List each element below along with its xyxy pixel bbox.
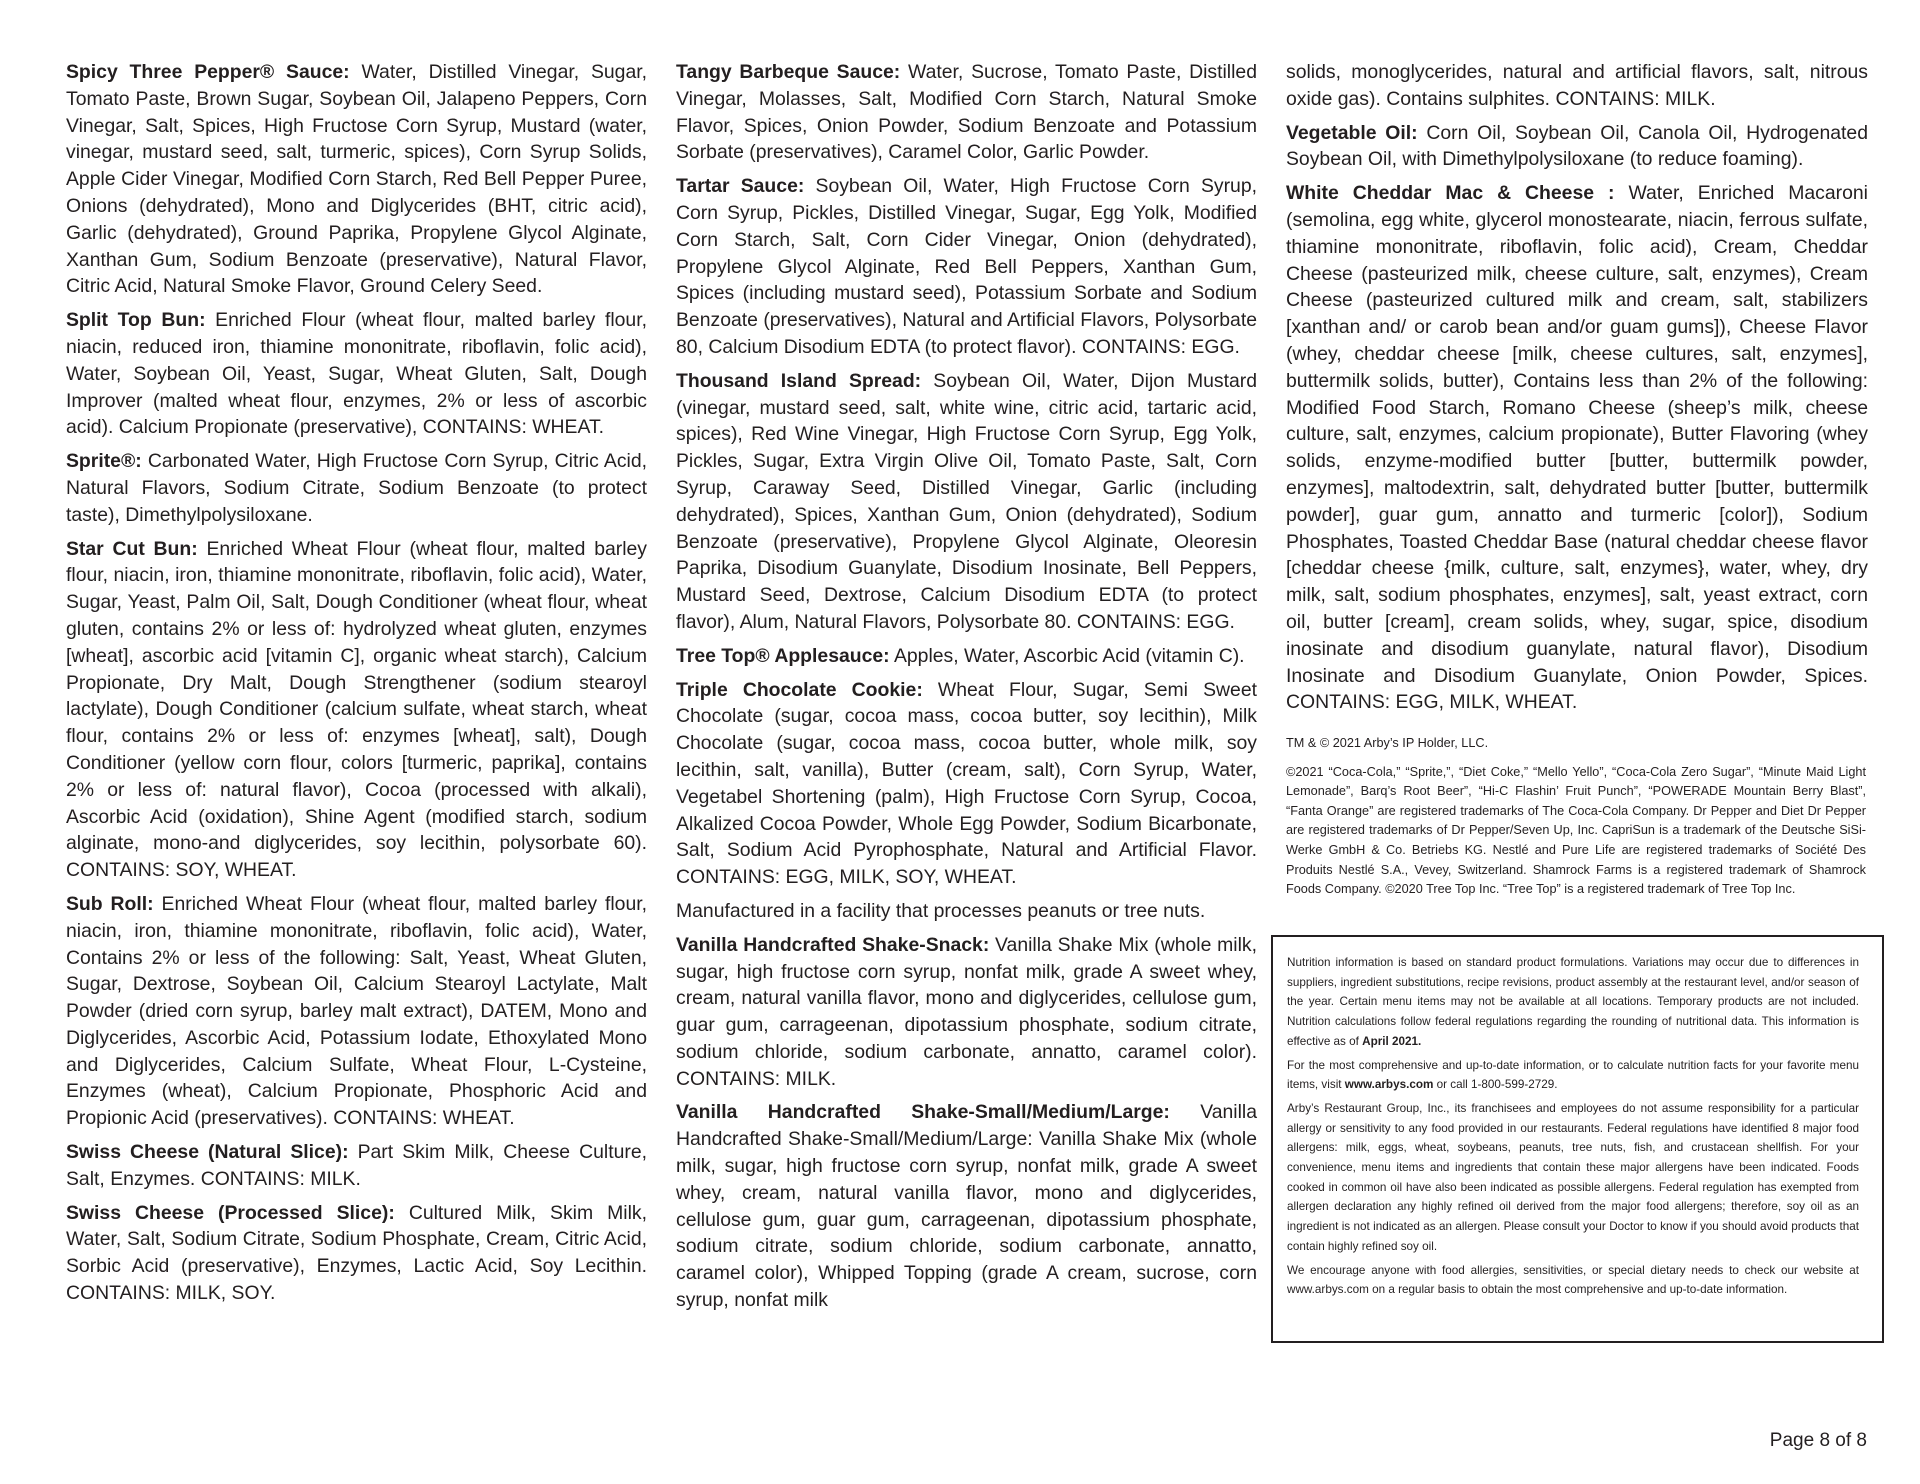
ingredient-entry — [66, 1139, 647, 1193]
ingredient-entry — [676, 59, 1257, 166]
ingredient-item-name: Swiss Cheese (Natural Slice): — [66, 1141, 349, 1164]
ingredient-entry — [66, 448, 647, 528]
ingredient-entry — [66, 307, 647, 441]
ingredient-item-name: White Cheddar Mac & Cheese : — [1286, 182, 1615, 205]
ingredient-entry — [66, 536, 647, 884]
ingredient-item-name: Sub Roll: — [66, 892, 154, 915]
ingredient-item-name: Thousand Island Spread: — [676, 369, 922, 392]
ingredient-list: Water, Enriched Macaroni (semolina, egg white, glycerol monostearate, niacin, ferrous sulfate, thiamine mononitrate, riboflavin, folic acid), Cream, Cheddar Cheese (pasteurized milk, cheese culture, salt, enzymes), Cream Cheese (pasteurized cultured milk and cream, salt, stabilizers [xanthan and/ or carob bean and/or guam gums]), Cheese Flavor (whey, cheddar cheese [milk, cheese cultures, salt, enzymes], buttermilk solids, butter), Contains less than 2% of the following: Modified Food Starch, Romano Cheese (sheep’s milk, cheese culture, salt, enzymes, calcium propionate), Butter Flavoring (whey solids, enzyme-modified butter [butter, buttermilk powder, enzymes], maltodextrin, salt, dehydrated butter [butter, buttermilk powder], guar gum, annatto and turmeric [color]), Sodium Phosphates, Toasted Cheddar Base (natural cheddar cheese flavor [cheddar cheese {milk, culture, salt, enzymes}, water, whey, dry milk, salt, sodium phosphates, enzymes], salt, yeast extract, corn oil, butter [cream], cream solids, whey, sugar, spice, disodium inosinate and disodium guanylate, natural flavor), Disodium Inosinate and Disodium Guanylate, Onion Powder, Spices. CONTAINS: EGG, MILK, WHEAT. — [1286, 182, 1868, 714]
ingredient-list: Enriched Wheat Flour (wheat flour, malted barley flour, niacin, iron, thiamine mononitrate, riboflavin, folic acid), Water, Sugar, Yeast, Palm Oil, Salt, Dough Conditioner (wheat flour, wheat gluten, contains 2% or less of: hydrolyzed wheat gluten, enzymes [wheat], ascorbic acid [vitamin C], organic wheat starch), Calcium Propionate, Dry Malt, Dough Strengthener (sodium stearoyl lactylate), Dough Conditioner (calcium sulfate, wheat starch, wheat flour, contains 2% or less of: enzymes [wheat], salt), Dough Conditioner (yellow corn flour, colors [turmeric, paprika], contains 2% or less of: natural flavor), Cocoa (processed with alkali), Ascorbic Acid (oxidation), Shine Agent (modified starch, sodium alginate, mono-and diglycerides, soy lecithin, polysorbate 60). CONTAINS: SOY, WHEAT. — [66, 537, 648, 882]
ingredient-item-name: Tree Top® Applesauce: — [676, 644, 890, 667]
ingredient-item-name: Split Top Bun: — [66, 309, 206, 332]
ingredient-list: Cultured Milk, Skim Milk, Water, Salt, Sodium Citrate, Sodium Phosphate, Cream, Citric Acid, Sorbic Acid (preservative), Enzymes, Lactic Acid, Soy Lecithin. CONTAINS: MILK, SOY. — [66, 1201, 648, 1305]
ingredient-list: Vanilla Handcrafted Shake-Small/Medium/Large: Vanilla Shake Mix (whole milk, sugar, high fructose corn syrup, nonfat milk, grade A sweet whey, cream, natural vanilla flavor, mono and diglycerides, cellulose gum, guar gum, carrageenan, dipotassium phosphate, sodium citrate, sodium chloride, sodium carbonate, annatto, caramel color), Whipped Topping (grade A cream, sucrose, corn syrup, nonfat milk — [676, 1101, 1257, 1312]
ingredient-entry — [676, 677, 1257, 891]
ingredient-list: Part Skim Milk, Cheese Culture, Salt, Enzymes. CONTAINS: MILK. — [66, 1141, 647, 1190]
ingredient-entry — [676, 1099, 1257, 1313]
ingredient-entry — [676, 898, 1257, 925]
ingredient-item-name: Vanilla Handcrafted Shake-Small/Medium/Large: — [676, 1101, 1170, 1124]
ingredient-list: Water, Sucrose, Tomato Paste, Distilled Vinegar, Molasses, Salt, Modified Corn Starch, Natural Smoke Flavor, Spices, Onion Powder, Sodium Benzoate and Potassium Sorbate (preservatives), Caramel Color, Garlic Powder. — [676, 61, 1257, 164]
trademark-notice: ©2021 “Coca-Cola,” “Sprite,”, “Diet Coke,” “Mello Yello”, “Coca-Cola Zero Sugar”, “Minute Maid Light Lemonade”, Barq’s Root Beer”, “Hi-C Flashin’ Fruit Punch”, “POWERADE Mountain Berry Blast”, “Fanta Orange” are registered trademarks of The Coca-Cola Company. Dr Pepper and Diet Dr Pepper are registered trademarks of Dr Pepper/Seven Up, Inc. CapriSun is a trademark of the Deutsche SiSi-Werke GmbH & Co. Betriebs KG. Nestlé and Pure Life are registered trademarks of Société Des Produits Nestlé S.A., Vevey, Switzerland. Shamrock Farms is a registered trademark of Shamrock Foods Company. ©2020 Tree Top Inc. “Tree Top” is a registered trademark of Tree Top Inc. — [1286, 764, 1866, 897]
ingredient-entry — [66, 1200, 647, 1307]
ingredient-list: Soybean Oil, Water, High Fructose Corn Syrup, Corn Syrup, Pickles, Distilled Vinegar, Sugar, Egg Yolk, Modified Corn Starch, Salt, Corn Cider Vinegar, Onion (dehydrated), Propylene Glycol Alginate, Red Bell Peppers, Xanthan Gum, Spices (including mustard seed), Potassium Sorbate and Sodium Benzoate (preservatives), Natural and Artificial Flavors, Polysorbate 80, Calcium Disodium EDTA (to protect flavor). CONTAINS: EGG. — [676, 175, 1257, 358]
page-number: Page 8 of 8 — [1769, 1430, 1867, 1451]
disclaimer-allergens: Arby’s Restaurant Group, Inc., its franchisees and employees do not assume responsibility for a particular allergy or sensitivity to any food provided in our restaurants. Federal regulations have identified 8 major food allergens: milk, eggs, wheat, soybeans, peanuts, tree nuts, fish, and crustacean shellfish. For your convenience, menu items and ingredients that contain these major allergens have been indicated. Foods cooked in common oil have also been indicated as possible allergens. Federal regulation has exempted from allergen declaration any highly refined oil derived from the major food allergens; therefore, soy oil as an ingredient is not indicated as an allergen. Please consult your Doctor to know if you should avoid products that contain highly refined soy oil. — [1287, 1101, 1859, 1253]
ingredient-entry — [676, 643, 1257, 670]
ingredient-list: Water, Distilled Vinegar, Sugar, Tomato Paste, Brown Sugar, Soybean Oil, Jalapeno Peppers, Corn Vinegar, Salt, Spices, High Fructose Corn Syrup, Mustard (water, vinegar, mustard seed, salt, turmeric, spices), Corn Syrup Solids, Apple Cider Vinegar, Modified Corn Starch, Red Bell Pepper Puree, Onions (dehydrated), Mono and Diglycerides (BHT, citric acid), Garlic (dehydrated), Ground Paprika, Propylene Glycol Alginate, Xanthan Gum, Sodium Benzoate (preservative), Natural Flavor, Citric Acid, Natural Smoke Flavor, Ground Celery Seed. — [66, 61, 648, 298]
ingredients-column-3 — [1286, 59, 1868, 723]
ingredient-entry — [1286, 59, 1868, 113]
disclaimer-website: For the most comprehensive and up-to-date information, or to calculate nutrition facts for your favorite menu items, visit www.arbys.com or call 1-800-599-2729. — [1287, 1058, 1859, 1092]
effective-date: April 2021. — [1362, 1034, 1422, 1048]
website-link[interactable]: www.arbys.com — [1344, 1078, 1434, 1092]
disclaimer-formulation: Nutrition information is based on standard product formulations. Variations may occur due to differences in suppliers, ingredient substitutions, recipe revisions, product assembly at the restaurant level, and/or season of the year. Certain menu items may not be available at all locations. Temporary products are not included. Nutrition calculations follow federal regulations regarding the rounding of nutritional data. This information is effective as of April 2021. — [1287, 956, 1859, 1048]
ingredient-item-name: Spicy Three Pepper® Sauce: — [66, 61, 350, 83]
ingredient-item-name: Star Cut Bun: — [66, 537, 198, 560]
nutrition-disclaimer-box — [1271, 935, 1884, 1343]
ingredient-list: Wheat Flour, Sugar, Semi Sweet Chocolate (sugar, cocoa mass, cocoa butter, soy lecithin), Milk Chocolate (sugar, cocoa mass, cocoa butter, whole milk, soy lecithin, salt, vanilla), Butter (cream, salt), Corn Syrup, Water, Vegetabel Shortening (palm), High Fructose Corn Syrup, Cocoa, Alkalized Cocoa Powder, Whole Egg Powder, Sodium Bicarbonate, Salt, Sodium Acid Pyrophosphate, Natural and Artificial Flavor. CONTAINS: EGG, MILK, SOY, WHEAT. — [676, 678, 1257, 889]
ingredient-item-name: Triple Chocolate Cookie: — [676, 678, 923, 701]
ingredient-item-name: Vegetable Oil: — [1286, 121, 1418, 144]
ingredient-list: Manufactured in a facility that processes peanuts or tree nuts. — [676, 899, 1206, 922]
ingredient-entry — [1286, 180, 1868, 716]
ingredients-column-2 — [676, 59, 1257, 1321]
ingredient-item-name: Tangy Barbeque Sauce: — [676, 61, 901, 83]
ingredient-list: Enriched Wheat Flour (wheat flour, malted barley flour, niacin, iron, thiamine mononitrate, riboflavin, folic acid), Water, Contains 2% or less of the following: Salt, Yeast, Wheat Gluten, Sugar, Dextrose, Soybean Oil, Calcium Stearoyl Lactylate, Malt Powder (dried corn syrup, barley malt extract), DATEM, Mono and Diglycerides, Ascorbic Acid, Potassium Iodate, Ethoxylated Mono and Diglycerides, Calcium Sulfate, Wheat Flour, L-Cysteine, Enzymes (wheat), Calcium Propionate, Phosphoric Acid and Propionic Acid (preservatives). CONTAINS: WHEAT. — [66, 892, 647, 1130]
disclaimer-encourage: We encourage anyone with food allergies, sensitivities, or special dietary needs to check our website at www.arbys.com on a regular basis to obtain the most comprehensive and up-to-date information. — [1287, 1263, 1859, 1297]
ingredient-entry — [66, 891, 647, 1132]
ingredient-entry — [676, 932, 1257, 1093]
legal-notes — [1286, 734, 1866, 909]
trademark-line: TM & © 2021 Arby’s IP Holder, LLC. — [1286, 736, 1489, 750]
ingredients-column-1 — [66, 59, 647, 1314]
ingredient-entry — [676, 368, 1257, 636]
ingredient-list: Corn Oil, Soybean Oil, Canola Oil, Hydrogenated Soybean Oil, with Dimethylpolysiloxane (to reduce foaming). — [1286, 121, 1868, 171]
ingredient-item-name: Tartar Sauce: — [676, 175, 805, 198]
ingredient-entry — [676, 173, 1257, 361]
ingredient-list: Enriched Flour (wheat flour, malted barley flour, niacin, reduced iron, thiamine mononitrate, riboflavin, folic acid), Water, Soybean Oil, Yeast, Sugar, Wheat Gluten, Salt, Dough Improver (malted wheat flour, enzymes, 2% or less of ascorbic acid). Calcium Propionate (preservative), CONTAINS: WHEAT. — [66, 309, 647, 439]
ingredient-item-name: Sprite®: — [66, 450, 142, 473]
ingredient-list: Soybean Oil, Water, Dijon Mustard (vinegar, mustard seed, salt, white wine, citric acid, tartaric acid, spices), Red Wine Vinegar, High Fructose Corn Syrup, Egg Yolk, Pickles, Sugar, Extra Virgin Olive Oil, Tomato Paste, Salt, Corn Syrup, Caraway Seed, Distilled Vinegar, Garlic (including dehydrated), Spices, Xanthan Gum, Onion (dehydrated), Sodium Benzoate (preservative), Propylene Glycol Alginate, Oleoresin Paprika, Disodium Guanylate, Disodium Inosinate, Bell Peppers, Mustard Seed, Dextrose, Calcium Disodium EDTA (to protect flavor), Alum, Natural Flavors, Polysorbate 80. CONTAINS: EGG. — [676, 369, 1257, 633]
ingredient-item-name: Vanilla Handcrafted Shake-Snack: — [676, 933, 990, 956]
ingredient-entry — [1286, 120, 1868, 174]
ingredient-list: Vanilla Shake Mix (whole milk, sugar, high fructose corn syrup, nonfat milk, grade A sweet whey, cream, natural vanilla flavor, mono and diglycerides, cellulose gum, guar gum, carrageenan, dipotassium phosphate, sodium citrate, sodium chloride, sodium carbonate, annatto, caramel color). CONTAINS: MILK. — [676, 933, 1257, 1090]
ingredient-list: Carbonated Water, High Fructose Corn Syrup, Citric Acid, Natural Flavors, Sodium Citrate, Sodium Benzoate (to protect taste), Dimethylpolysiloxane. — [66, 450, 647, 526]
ingredient-item-name: Swiss Cheese (Processed Slice): — [66, 1201, 395, 1224]
ingredient-list: solids, monoglycerides, natural and artificial flavors, salt, nitrous oxide gas). Contains sulphites. CONTAINS: MILK. — [1286, 61, 1868, 110]
ingredient-list: Apples, Water, Ascorbic Acid (vitamin C). — [889, 644, 1245, 667]
ingredient-entry — [66, 59, 647, 300]
